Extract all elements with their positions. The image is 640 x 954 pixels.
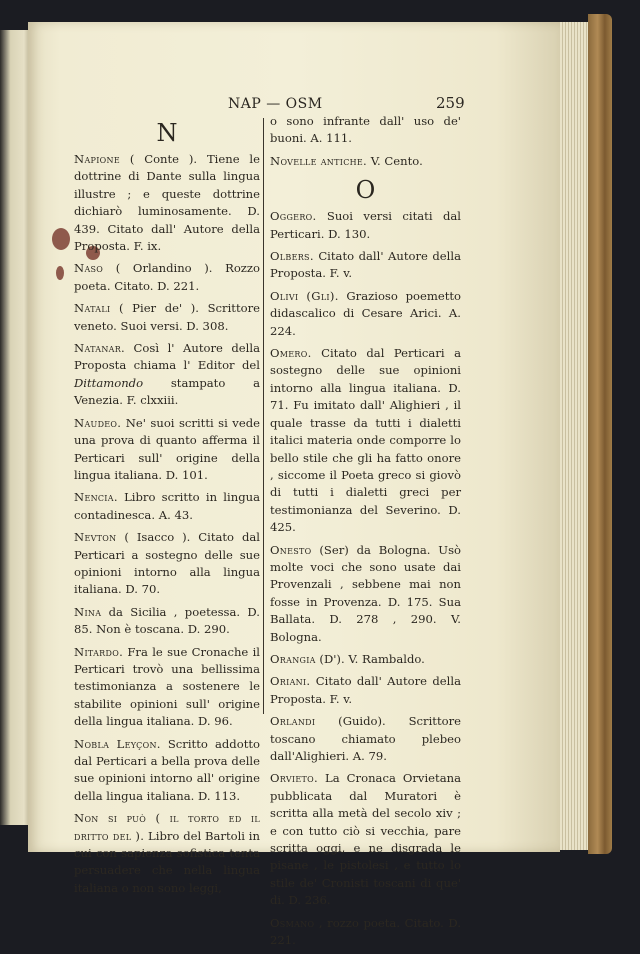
dictionary-entry xyxy=(270,153,461,170)
dictionary-entry xyxy=(74,340,260,410)
dictionary-entry xyxy=(270,915,461,950)
entry-head: Nina xyxy=(74,604,102,619)
dictionary-entry xyxy=(270,770,461,909)
entry-text: Libro scritto in lingua contadinesca. A. 43. xyxy=(74,490,260,522)
entry-text: da Sicilia , poetessa. D. 85. Non è toscana. D. 290. xyxy=(74,604,260,637)
dictionary-entry xyxy=(270,651,461,668)
dictionary-entry xyxy=(270,288,461,340)
ink-stain xyxy=(52,228,70,250)
entry-text: ( Conte ). Tiene le dottrine di Dante sulla lingua illustre ; e queste dottrine dichiarò luminosamente. D. 439. Citato dall' Autore della Proposta. F. ix. xyxy=(74,152,260,254)
dictionary-entry xyxy=(74,736,260,806)
dictionary-entry xyxy=(270,248,461,283)
column-divider xyxy=(263,118,264,714)
dictionary-entry xyxy=(74,644,260,731)
entry-text: Così l' Autore della Proposta chiama l' Editor del xyxy=(74,341,260,373)
entry-text: Scritto addotto dal Perticari a bella prova delle sue opinioni intorno all' origine della lingua italiana. D. 113. xyxy=(74,736,260,803)
entry-head: Onesto xyxy=(270,542,312,557)
entry-head: Oggero. xyxy=(270,209,317,224)
entry-head: Orlandi xyxy=(270,714,316,729)
dictionary-entry xyxy=(74,810,260,897)
dictionary-entry xyxy=(270,208,461,243)
running-title: NAP — OSM xyxy=(228,96,323,112)
entry-head: Orangia xyxy=(270,651,316,666)
entry-head: Naudeo. xyxy=(74,415,122,430)
entry-italic: Dittamondo xyxy=(74,375,144,390)
entry-text-tail: stampato a Venezia. F. clxxiii. xyxy=(74,375,260,408)
entry-text: ( Isacco ). Citato dal Perticari a sostegno delle sue opinioni intorno alla lingua italiana. D. 70. xyxy=(74,530,260,597)
entry-list xyxy=(270,208,461,949)
left-column xyxy=(74,118,260,902)
entry-head: Natanar. xyxy=(74,341,126,356)
book-cover xyxy=(588,14,612,854)
entry-head: Non si può ( il torto ed il dritto del ). xyxy=(74,811,260,843)
dictionary-entry xyxy=(270,542,461,646)
entry-text: V. Cento. xyxy=(367,153,423,168)
dictionary-entry xyxy=(74,300,260,335)
entry-text: (Ser) da Bologna. Usò molte voci che sono usate dai Provenzali , sebbene mai non fosse in Provenza. D. 175. Sua Ballata. D. 278 , 290. V. Bologna. xyxy=(270,542,461,644)
ink-stain xyxy=(56,266,64,280)
entry-head: Nencia. xyxy=(74,490,118,505)
entry-head: Oriani. xyxy=(270,674,311,689)
entry-head: Osmano xyxy=(270,915,315,930)
entry-text: Citato dall' Autore della Proposta. F. v. xyxy=(270,674,461,706)
dictionary-entry xyxy=(74,529,260,599)
right-column xyxy=(270,113,461,954)
entry-head: Olivi (Gli). xyxy=(270,288,339,303)
dictionary-entry xyxy=(270,673,461,708)
entry-text: Grazioso poemetto didascalico di Cesare Arici. A. 224. xyxy=(270,288,461,338)
entry-head: Orvieto. xyxy=(270,771,319,786)
entry-head: Omero. xyxy=(270,346,312,361)
dictionary-entry xyxy=(74,489,260,524)
entry-head: Olbers. xyxy=(270,249,314,264)
entry-head: Nobla Leyçon. xyxy=(74,736,161,751)
entry-head: Natali xyxy=(74,301,111,316)
entry-head: Nitardo. xyxy=(74,644,124,659)
entry-list xyxy=(74,151,260,897)
dictionary-entry xyxy=(74,415,260,485)
entry-text: Suoi versi citati dal Perticari. D. 130. xyxy=(270,209,461,241)
entry-head: Naso xyxy=(74,261,104,276)
entry-head: Napione xyxy=(74,152,120,166)
entry-text: , rozzo poeta. Citato. D. 221. xyxy=(270,915,461,948)
entry-text: (D'). V. Rambaldo. xyxy=(315,651,425,666)
section-letter: N xyxy=(156,119,178,147)
dictionary-entry xyxy=(74,260,260,295)
left-page-edge xyxy=(0,30,30,825)
dictionary-entry xyxy=(74,604,260,639)
entry-text: (Guido). Scrittore toscano chiamato plebeo dall'Alighieri. A. 79. xyxy=(270,714,461,763)
dictionary-entry xyxy=(74,151,260,255)
section-letter: O xyxy=(355,176,376,205)
entry-text: Libro del Bartoli in cui con sapienza sofistica tenta persuadere che nella lingua italiana o non sono leggi, xyxy=(74,828,260,895)
entry-text: Citato dal Perticari a sostegno delle sue opinioni intorno alla lingua italiana. D. 71. Fu imitato dall' Alighieri , il quale trasse da tutti i dialetti italici materia onde comporre lo bello stile che gli ha fatto onore , siccome il Poeta greco si giovò di tutti i dialetti greci per testimonianza del Severino. D. 425. xyxy=(270,346,461,535)
dictionary-entry xyxy=(270,345,461,536)
entry-text: La Cronaca Orvietana pubblicata dal Muratori è scritta alla metà del secolo xiv ; e con tutto ciò si vecchia, pare scritta oggi, e ne disgrada le pisane , le pistolesi , e tutto lo stile de' Cronisti toscani di que' di. D. 236. xyxy=(270,771,461,908)
continuation-text: o sono infrante dall' uso de' buoni. A. 111. xyxy=(270,114,461,146)
dictionary-entry xyxy=(270,713,461,765)
entry-text: ( Orlandino ). Rozzo poeta. Citato. D. 221. xyxy=(74,261,260,293)
entry-text: Fra le sue Cronache il Perticari trovò una bellissima testimonianza a sostenere le stabilite opinioni sull' origine della lingua italiana. D. 96. xyxy=(74,644,260,729)
entry-text: Ne' suoi scritti si vede una prova di quanto afferma il Perticari sull' origine della lingua italiana. D. 101. xyxy=(74,415,260,482)
entry-text: Citato dall' Autore della Proposta. F. v. xyxy=(270,249,461,281)
page-number: 259 xyxy=(436,94,465,112)
entry-head: Novelle antiche. xyxy=(270,153,368,168)
entry-text: ( Pier de' ). Scrittore veneto. Suoi versi. D. 308. xyxy=(74,301,260,333)
entry-head: Nevton xyxy=(74,530,117,545)
